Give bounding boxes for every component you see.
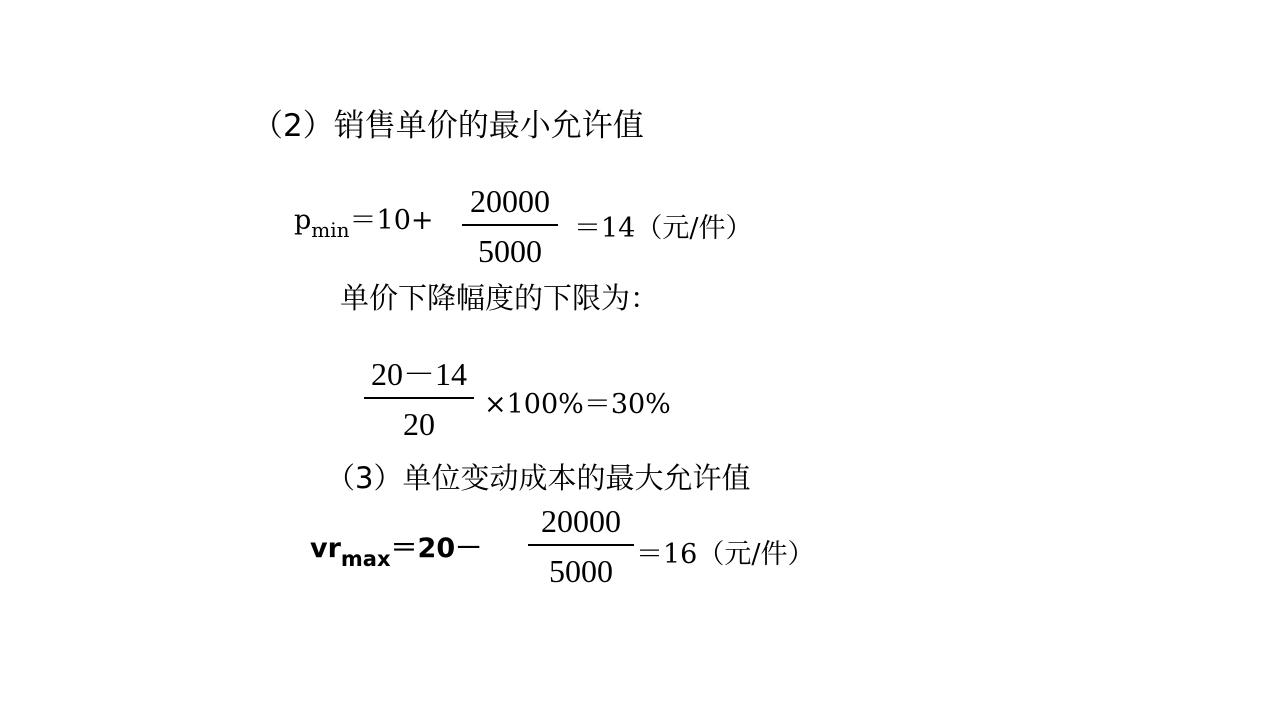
vrmax-numerator: 20000 [541,503,621,539]
decline-result [484,382,671,421]
vrmax-result-text: ＝16（元/件） [636,539,815,570]
pmin-fraction-bar [462,224,558,226]
pmin-result [574,206,752,245]
heading-maximum-unit-variable-cost [326,456,750,497]
decline-numerator: 20－14 [370,356,467,392]
decline-denominator: 20 [403,406,435,442]
pmin-denominator: 5000 [478,233,542,269]
heading-2-text: （2）销售单价的最小允许值 [252,108,644,144]
vrmax-subscript: max [340,547,391,571]
pmin-subscript: min [311,218,350,242]
decline-fraction [364,355,474,443]
vrmax-fraction [528,502,634,590]
heading-3-text: （3）单位变动成本的最大允许值 [326,461,751,495]
pmin-lhs-rest: ＝10+ [349,205,434,236]
decline-label-text: 单价下降幅度的下限为： [340,281,660,315]
decline-result-text: ×100%＝30% [484,389,671,420]
pmin-numerator: 20000 [470,183,550,219]
vrmax-lhs [310,526,483,571]
vrmax-variable: vr [310,533,341,564]
decline-fraction-bar [364,397,474,399]
pmin-lhs [294,198,434,242]
vrmax-fraction-bar [528,544,634,546]
pmin-result-text: ＝14（元/件） [574,213,753,244]
vrmax-lhs-rest: ＝20－ [390,533,483,564]
vrmax-denominator: 5000 [549,553,613,589]
vrmax-result [636,532,814,571]
pmin-variable: p [294,205,312,236]
decline-label [340,276,659,317]
heading-minimum-unit-price [252,100,644,145]
pmin-fraction [462,182,558,270]
